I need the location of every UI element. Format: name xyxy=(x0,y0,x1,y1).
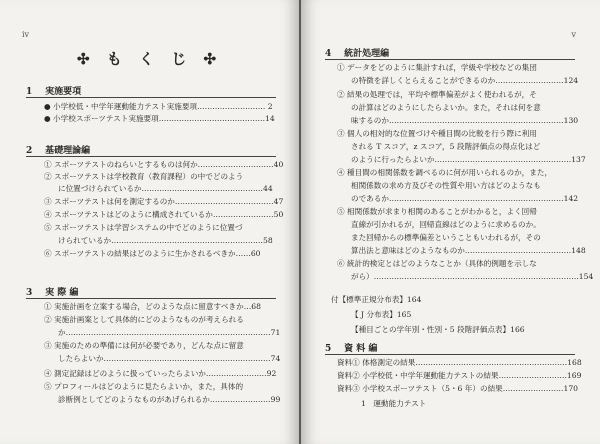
section-heading xyxy=(26,143,90,156)
page-number: v xyxy=(571,30,576,39)
section-title: 実 際 編 xyxy=(45,288,79,298)
toc-line: ● 小学校スポーツテスト実施要項……………………………………14 xyxy=(44,114,275,123)
toc-line: ② 実施計画案として具体的にどのようなものが考えられる xyxy=(44,315,244,324)
toc-line: ● 小学校低・中学年運動能力テスト実施要項……………………… 2 xyxy=(44,102,273,111)
appendix-line: 【 J 分布表】165 xyxy=(351,310,412,319)
toc-line: 算出法と意味はどのようなものか……………………………………148 xyxy=(351,246,586,255)
toc-line: ⑤ スポーツテストは学習システムの中でどのように位置づ xyxy=(44,223,243,232)
section-heading xyxy=(325,341,377,354)
toc-line: ① データをどのように集計すれば，学級や学校などの集団 xyxy=(337,63,537,72)
section-rule xyxy=(26,298,276,299)
toc-line: ② 結果の処理では，平均や標準偏差がよく使われるが，そ xyxy=(337,90,537,99)
toc-line: ③ 個人の相対的な位置づけや種目間の比較を行う際に利用 xyxy=(337,129,537,138)
section-number: 3 xyxy=(26,288,33,298)
toc-line: ⑤ プロフィールはどのように見たらよいか，また，具体的 xyxy=(44,382,244,391)
section-title: 資 料 編 xyxy=(344,344,378,354)
toc-line: 診断例としてどのようなものがあげられるか……………………99 xyxy=(58,395,281,404)
appendix-line: 【種目ごとの学年別・性別・5 段階評価点表】166 xyxy=(351,325,525,334)
section-heading xyxy=(325,46,389,59)
toc-line: される T スコア，z スコア，5 段階評価点の得点化はど xyxy=(351,142,541,151)
toc-line: 資料① 体格測定の結果……………………………………………………168 xyxy=(337,358,582,367)
toc-line: ① スポーツテストのねらいとするものは何か…………………………40 xyxy=(44,160,284,169)
section-number: 4 xyxy=(325,49,332,59)
toc-line: ⑤ 相関係数が求まり相関のあることがわかると，よく回帰 xyxy=(337,207,537,216)
toc-line: 1 運動能力テスト xyxy=(361,399,427,408)
toc-line: のであるか……………………………………………………………142 xyxy=(351,194,579,203)
toc-line: けられているか……………………………………………………58 xyxy=(58,236,273,245)
toc-line: ④ 種目間の相関係数を調べるのに何が用いられるのか，また， xyxy=(337,168,553,177)
toc-line: ② スポーツテストは学校教育（教育課程）の中でどのよう xyxy=(44,172,244,181)
toc-line: 直線が引かれるが，回帰直線はどのように求めるのか。 xyxy=(351,220,541,229)
right-page xyxy=(301,0,600,444)
appendix-line: 付【標準正規分布表】164 xyxy=(331,295,422,304)
section-rule xyxy=(26,97,276,98)
toc-line: がら）………………………………………………………………………154 xyxy=(351,272,594,281)
section-rule xyxy=(325,354,575,355)
toc-line: ③ 実施のための準備には何が必要であり，どんな点に留意 xyxy=(44,341,244,350)
toc-line: のように行ったらよいか………………………………………………137 xyxy=(351,155,586,164)
section-title: 基礎理論編 xyxy=(45,146,91,156)
toc-line: 資料② 小学校低・中学年運動能力テストの結果………………………169 xyxy=(337,371,582,380)
contents-title: ✣ も く じ ✣ xyxy=(76,50,223,68)
toc-line: ⑥ 統計的検定とはどのようなことか（具体的例題を示しな xyxy=(337,259,537,268)
toc-line: 資料③ 小学校スポーツテスト（5・6 年）の結果……………………170 xyxy=(337,384,578,393)
toc-line: ⑥ スポーツテストの結果はどのように生かされるべきか……60 xyxy=(44,249,261,258)
section-number: 1 xyxy=(26,87,33,97)
section-rule xyxy=(26,156,276,157)
toc-line: したらよいか…………………………………………………………74 xyxy=(58,354,281,363)
toc-line: ④ 測定記録はどのように扱っていったらよいか……………………92 xyxy=(44,369,277,378)
toc-line: ③ スポーツテストは何を測定するのか…………………………………47 xyxy=(44,197,284,206)
section-number: 5 xyxy=(325,344,332,354)
toc-line: の計算はどのようにしたらよいか。また，それは何を意 xyxy=(351,103,541,112)
toc-line: に位置づけられているか…………………………………………44 xyxy=(58,184,273,193)
toc-line: また回帰からの標準偏差ということもいわれるが，その xyxy=(351,233,541,242)
section-title: 実施要項 xyxy=(45,87,82,97)
section-rule xyxy=(325,59,575,60)
toc-line: 味するのか……………………………………………………………130 xyxy=(351,116,579,125)
toc-line: ④ スポーツテストはどのように構成されているか……………………50 xyxy=(44,210,284,219)
left-page xyxy=(0,0,299,444)
section-number: 2 xyxy=(26,146,33,156)
toc-line: 相関係数の求め方及びその性質や用い方はどのようなも xyxy=(351,181,541,190)
section-title: 統計処理編 xyxy=(344,49,390,59)
toc-line: か………………………………………………………………………71 xyxy=(58,328,281,337)
section-heading xyxy=(26,285,78,298)
toc-line: の特徴を詳しくとらえることができるのか………………………124 xyxy=(351,76,579,85)
section-heading xyxy=(26,84,81,97)
page-number: iv xyxy=(22,30,30,39)
toc-line: ① 実施計画を立案する場合，どのような点に留意すべきか…68 xyxy=(44,302,261,311)
